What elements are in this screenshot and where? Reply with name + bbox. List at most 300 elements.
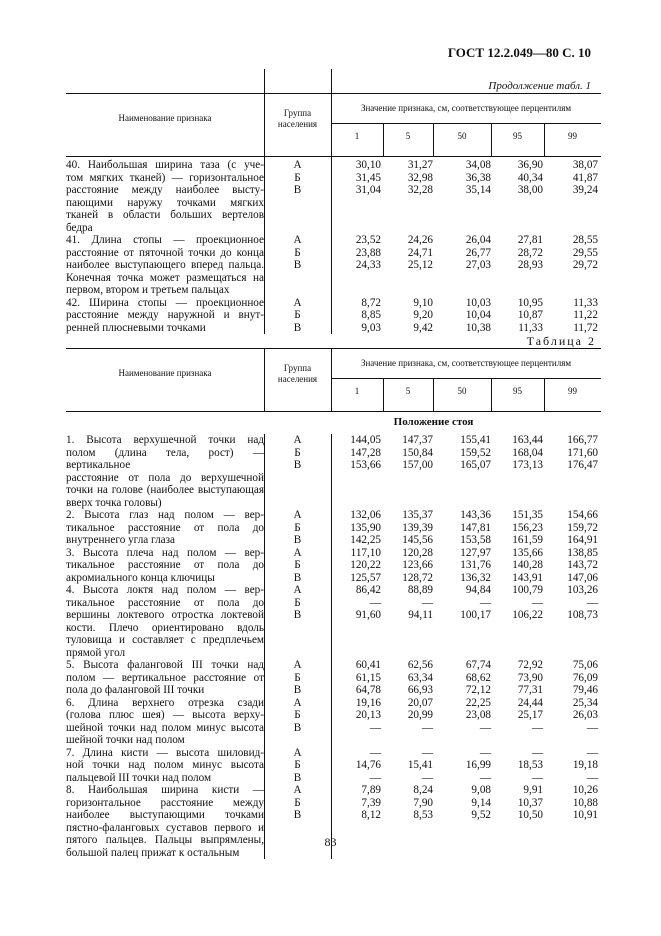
value-cell: 68,62 — [465, 671, 491, 684]
value-cell: 94,11 — [408, 609, 433, 621]
value-cell: 9,91 — [523, 784, 543, 796]
value-cell: — — [586, 771, 598, 784]
group-label: Б — [294, 446, 301, 459]
group-label: Б — [294, 171, 301, 184]
value-cell: 26,03 — [572, 709, 598, 721]
value-cells — [331, 659, 601, 697]
value-cell: 171,60 — [567, 446, 598, 459]
value-cell: 39,24 — [572, 184, 598, 196]
value-cell: 19,16 — [355, 696, 381, 709]
group-cell — [264, 297, 331, 335]
value-cells — [331, 509, 601, 547]
feature-name-line: расстояние от пола до верхушечной — [66, 471, 264, 484]
value-cell: 7,89 — [361, 784, 381, 796]
value-cell: 86,42 — [355, 584, 381, 596]
value-cells — [331, 434, 601, 472]
value-cell: 27,81 — [517, 234, 543, 246]
feature-name-line: кости. Плечо ориентировано вдоль — [66, 621, 264, 634]
feature-name — [66, 297, 264, 335]
section-heading: Положение стоя — [393, 416, 474, 428]
value-cell: 135,90 — [350, 521, 381, 534]
value-cell: 150,84 — [402, 446, 433, 459]
table-1 — [66, 93, 601, 334]
value-cells — [331, 584, 601, 622]
value-cell: 25,12 — [407, 259, 433, 271]
group-label: А — [293, 509, 302, 521]
group-cell — [264, 584, 331, 622]
value-cell: 29,72 — [572, 259, 598, 271]
feature-name-line: прямой угол — [66, 646, 126, 659]
feature-name-line: тканей в области больших вертелов бедра — [66, 209, 264, 234]
value-cell: 164,91 — [567, 534, 598, 546]
feature-name-line: 1. Высота верхушечной точки над — [66, 434, 264, 446]
value-cell: 9,08 — [471, 784, 491, 796]
feature-name-line: ной точки над полом минус высота — [66, 759, 264, 771]
value-cell: 163,44 — [512, 434, 543, 446]
value-cell: 135,37 — [402, 509, 433, 521]
percentile-header: 99 — [568, 386, 577, 396]
value-cell: 36,90 — [517, 159, 543, 171]
value-cell: 10,38 — [465, 321, 491, 334]
value-cell: 72,12 — [465, 684, 491, 696]
feature-name — [66, 234, 264, 297]
value-cell: 173,13 — [512, 459, 543, 471]
value-cell: 131,76 — [460, 559, 491, 571]
value-cell: — — [369, 721, 381, 734]
value-cell: 64,78 — [355, 684, 381, 696]
table-row — [66, 584, 601, 659]
value-cell: 79,46 — [572, 684, 598, 696]
column-header-group: Группа населения — [277, 108, 318, 129]
value-cell: 31,27 — [407, 159, 433, 171]
value-cell: 24,33 — [355, 259, 381, 271]
value-cell: 88,89 — [407, 584, 433, 596]
feature-name — [66, 747, 264, 785]
feature-name-line: расстояние от пяточной точки до конца — [66, 246, 264, 259]
feature-name-line: полом — вертикальное расстояние от — [66, 671, 264, 684]
value-cell: 151,35 — [512, 509, 543, 521]
group-cell — [264, 234, 331, 272]
value-cell: 14,76 — [355, 759, 381, 771]
value-cell: — — [479, 721, 491, 734]
value-cell: 40,34 — [517, 171, 543, 184]
feature-name-line: большой палец прижат к остальным — [66, 846, 240, 859]
value-cell: 9,20 — [413, 309, 433, 321]
feature-name-line: пальцевой III точки над полом — [66, 771, 212, 784]
feature-name-line: 5. Высота фаланговой III точки над — [66, 659, 264, 671]
value-cell: 132,06 — [350, 509, 381, 521]
value-cell: — — [369, 596, 381, 609]
feature-name-line: Конечная точка может размещаться на — [66, 271, 264, 284]
value-cell: 11,22 — [573, 309, 598, 321]
value-cell: — — [479, 746, 491, 759]
group-cell — [264, 159, 331, 197]
value-cell: 103,26 — [567, 584, 598, 596]
value-cell: 120,22 — [350, 559, 381, 571]
group-label: А — [293, 234, 302, 246]
value-cell: 73,90 — [517, 671, 543, 684]
value-cell: 8,53 — [413, 809, 433, 821]
group-label: А — [293, 296, 302, 309]
value-cell: 147,28 — [350, 446, 381, 459]
feature-name-line: первом, втором и третьем пальцах — [66, 284, 230, 296]
value-cell: 41,87 — [572, 171, 598, 184]
group-label: А — [293, 546, 302, 559]
value-cell: 166,77 — [567, 434, 598, 446]
value-cell: 10,04 — [465, 309, 491, 321]
feature-name-line: внутреннего угла глаза — [66, 534, 176, 546]
value-cell: 94,84 — [465, 584, 491, 596]
value-cell: 30,10 — [355, 159, 381, 171]
group-label: Б — [294, 559, 301, 571]
percentile-header: 99 — [568, 131, 577, 141]
value-cell: — — [479, 596, 491, 609]
percentile-header: 50 — [457, 131, 467, 141]
value-cell: — — [586, 746, 598, 759]
value-cell: 20,99 — [407, 709, 433, 721]
group-label: Б — [294, 246, 301, 259]
feature-name-line: ренней плюсневыми точками — [66, 321, 206, 334]
value-cell: 9,03 — [361, 321, 381, 334]
feature-name-line: 7. Длина кисти — высота шиловид- — [66, 746, 264, 759]
group-cell — [264, 547, 331, 585]
value-cell: 147,81 — [460, 521, 491, 534]
feature-name-line: пающими наружу точками мягких — [66, 196, 264, 209]
feature-name-line: 42. Ширина стопы — проекционное — [66, 296, 264, 309]
value-cell: 153,66 — [350, 459, 381, 471]
value-cell: 9,14 — [471, 796, 491, 809]
value-cell: 25,17 — [517, 709, 543, 721]
value-cell: 29,55 — [572, 246, 598, 259]
value-cell: 157,00 — [402, 459, 433, 471]
value-cell: 67,74 — [465, 659, 491, 671]
value-cell: 32,28 — [407, 184, 433, 196]
value-cell: 8,24 — [413, 784, 433, 796]
value-cell: 159,52 — [460, 446, 491, 459]
value-cell: 10,87 — [517, 309, 543, 321]
value-cell: 168,04 — [512, 446, 543, 459]
feature-name — [66, 509, 264, 547]
value-cell: 140,28 — [512, 559, 543, 571]
table-continuation-label: Продолжение табл. 1 — [488, 80, 591, 92]
value-cell: 62,56 — [407, 659, 433, 671]
feature-name — [66, 159, 264, 234]
group-cell — [264, 747, 331, 785]
feature-name-line: тикальное расстояние от пола до — [66, 559, 264, 571]
value-cell: 66,93 — [407, 684, 433, 696]
value-cell: — — [421, 721, 433, 734]
value-cell: 10,03 — [465, 296, 491, 309]
feature-name-line: пола до фаланговой III точки — [66, 684, 205, 696]
value-cell: — — [421, 746, 433, 759]
value-cell: 32,98 — [407, 171, 433, 184]
value-cell: 23,88 — [355, 246, 381, 259]
group-label: А — [293, 584, 302, 596]
feature-name — [66, 659, 264, 697]
feature-name — [66, 697, 264, 747]
value-cell: 34,08 — [465, 159, 491, 171]
group-label: Б — [294, 759, 301, 771]
table-row — [66, 434, 601, 509]
percentile-header: 95 — [513, 386, 522, 396]
value-cell: 176,47 — [567, 459, 598, 471]
value-cell: 11,33 — [573, 296, 598, 309]
value-cells — [331, 547, 601, 585]
value-cell: 8,12 — [361, 809, 381, 821]
value-cell: 8,85 — [361, 309, 381, 321]
feature-name-line: шейной точки над полом — [66, 734, 185, 746]
value-cell: 28,93 — [517, 259, 543, 271]
feature-name-line: 3. Высота плеча над полом — вер- — [66, 546, 264, 559]
value-cell: 27,03 — [465, 259, 491, 271]
value-cell: 7,90 — [413, 796, 433, 809]
value-cells — [331, 784, 601, 822]
value-cell: 153,58 — [460, 534, 491, 546]
value-cell: 161,59 — [512, 534, 543, 546]
group-cell — [264, 784, 331, 822]
column-header-value: Значение признака, см, соответствующее перцентилям — [360, 358, 572, 368]
group-label: В — [293, 184, 302, 196]
value-cell: 72,92 — [517, 659, 543, 671]
value-cell: — — [369, 771, 381, 784]
table-2-body — [66, 434, 601, 859]
value-cells — [331, 697, 601, 735]
feature-name — [66, 547, 264, 585]
feature-name-line: пястно-фаланговых суставов первого и — [66, 821, 264, 834]
group-label: В — [293, 259, 302, 271]
value-cells — [331, 159, 601, 197]
group-label: В — [293, 459, 302, 471]
value-cell: 10,88 — [572, 796, 598, 809]
group-label: Б — [294, 521, 301, 534]
group-label: А — [293, 746, 302, 759]
value-cell: 11,33 — [518, 321, 543, 334]
value-cell: 106,22 — [512, 609, 543, 621]
value-cell: — — [586, 721, 598, 734]
value-cell: — — [369, 746, 381, 759]
feature-name-line: вверх точка головы) — [66, 496, 162, 509]
value-cell: 10,91 — [572, 809, 598, 821]
value-cell: 38,00 — [517, 184, 543, 196]
value-cell: 36,38 — [465, 171, 491, 184]
table-row — [66, 747, 601, 785]
value-cell: 10,95 — [517, 296, 543, 309]
value-cell: — — [421, 596, 433, 609]
value-cell: 76,09 — [572, 671, 598, 684]
group-label: Б — [294, 709, 301, 721]
table-row — [66, 297, 601, 335]
table-row — [66, 659, 601, 697]
value-cell: — — [586, 596, 598, 609]
feature-name-line: туловища и составляет с предплечьем — [66, 634, 264, 646]
feature-name-line: акромиального конца ключицы — [66, 571, 215, 584]
group-label: В — [293, 534, 302, 546]
column-header-name: Наименование признака — [118, 113, 212, 123]
value-cell: 143,36 — [460, 509, 491, 521]
value-cell: 24,26 — [407, 234, 433, 246]
value-cell: 23,52 — [355, 234, 381, 246]
value-cell: 20,13 — [355, 709, 381, 721]
value-cell: 123,66 — [402, 559, 433, 571]
value-cell: 125,57 — [350, 571, 381, 584]
table-row — [66, 509, 601, 547]
percentile-header: 1 — [354, 131, 360, 141]
feature-name-line: 40. Наибольшая ширина таза (с уче- — [66, 159, 264, 171]
percentile-header: 5 — [405, 386, 411, 396]
group-label: А — [293, 696, 302, 709]
value-cell: 26,77 — [465, 246, 491, 259]
value-cell: — — [531, 771, 543, 784]
feature-name-line: 4. Высота локтя над полом — вер- — [66, 584, 264, 596]
value-cell: 60,41 — [355, 659, 381, 671]
percentile-header: 1 — [354, 386, 360, 396]
value-cell: 108,73 — [567, 609, 598, 621]
value-cells — [331, 747, 601, 785]
value-cell: 135,66 — [512, 546, 543, 559]
document-header: ГОСТ 12.2.049—80 С. 10 — [447, 45, 591, 60]
feature-name-line: вершины локтевого отростка локтевой — [66, 609, 264, 621]
value-cell: 25,34 — [572, 696, 598, 709]
value-cell: 100,17 — [460, 609, 491, 621]
value-cell: 24,44 — [517, 696, 543, 709]
value-cell: 145,56 — [402, 534, 433, 546]
value-cell: 38,07 — [572, 159, 598, 171]
table-row — [66, 697, 601, 747]
column-header-name: Наименование признака — [118, 368, 212, 378]
group-cell — [264, 659, 331, 697]
value-cell: 7,39 — [361, 796, 381, 809]
feature-name — [66, 434, 264, 509]
group-cell — [264, 434, 331, 472]
value-cell: 63,34 — [407, 671, 433, 684]
value-cell: 31,04 — [355, 184, 381, 196]
value-cell: 75,06 — [572, 659, 598, 671]
group-label: Б — [294, 596, 301, 609]
group-cell — [264, 697, 331, 735]
value-cell: 19,18 — [572, 759, 598, 771]
feature-name-line: тикальное расстояние от пола до — [66, 596, 264, 609]
value-cell: 35,14 — [465, 184, 491, 196]
group-label: В — [293, 721, 302, 734]
value-cell: 11,72 — [573, 321, 598, 334]
value-cell: 9,52 — [471, 809, 491, 821]
value-cell: 18,53 — [517, 759, 543, 771]
column-header-value: Значение признака, см, соответствующее перцентилям — [360, 103, 572, 113]
feature-name-line: расстояние между наружной и внут- — [66, 309, 264, 321]
value-cell: 9,10 — [413, 296, 433, 309]
percentile-header: 5 — [405, 131, 411, 141]
value-cell: 24,71 — [407, 246, 433, 259]
table-1-body — [66, 69, 601, 334]
value-cell: 159,72 — [567, 521, 598, 534]
table-2-header — [66, 348, 601, 412]
value-cell: — — [531, 746, 543, 759]
value-cell: 91,60 — [355, 609, 381, 621]
feature-name-line: 2. Высота глаз над полом — вер- — [66, 509, 264, 521]
table-2-title: Таблица 2 — [526, 334, 596, 348]
table-row — [66, 234, 601, 297]
value-cell: 142,25 — [350, 534, 381, 546]
value-cell: — — [531, 596, 543, 609]
value-cell: 147,37 — [402, 434, 433, 446]
group-label: В — [293, 609, 302, 621]
group-label: В — [293, 321, 302, 334]
value-cell: 154,66 — [567, 509, 598, 521]
group-label: В — [293, 571, 302, 584]
value-cell: 143,72 — [567, 559, 598, 571]
value-cell: 16,99 — [465, 759, 491, 771]
value-cell: — — [421, 771, 433, 784]
feature-name-line: горизонтальное расстояние между — [66, 796, 264, 809]
percentile-header: 95 — [513, 131, 522, 141]
feature-name-line: 8. Наибольшая ширина кисти — — [66, 784, 264, 796]
feature-name-line: тикальное расстояние от пола до — [66, 521, 264, 534]
feature-name-line: полом (длина тела, рост) — вертикальное — [66, 446, 264, 471]
value-cell: 10,26 — [572, 784, 598, 796]
feature-name-line: наиболее выступающими точками — [66, 809, 264, 821]
feature-name-line: шейной точки над полом минус высота — [66, 721, 264, 734]
value-cell: 61,15 — [355, 671, 381, 684]
column-header-group: Группа населения — [277, 363, 318, 384]
value-cell: 128,72 — [402, 571, 433, 584]
feature-name-line: том мягких тканей) — горизонтальное — [66, 171, 264, 184]
group-label: А — [293, 784, 302, 796]
value-cell: 139,39 — [402, 521, 433, 534]
value-cell: 28,55 — [572, 234, 598, 246]
group-cell — [264, 509, 331, 547]
value-cell: 26,04 — [465, 234, 491, 246]
value-cell: 155,41 — [460, 434, 491, 446]
group-label: В — [293, 771, 302, 784]
feature-name-line: 41. Длина стопы — проекционное — [66, 234, 264, 246]
value-cell: 143,91 — [512, 571, 543, 584]
group-label: А — [293, 659, 302, 671]
group-label: А — [293, 159, 302, 171]
value-cell: 127,97 — [460, 546, 491, 559]
group-label: Б — [294, 671, 301, 684]
value-cell: 22,25 — [465, 696, 491, 709]
value-cell: 120,28 — [402, 546, 433, 559]
feature-name-line: пятого пальцев. Пальцы выпрямлены, — [66, 834, 264, 846]
group-label: Б — [294, 796, 301, 809]
value-cell: 136,32 — [460, 571, 491, 584]
value-cell: 10,37 — [517, 796, 543, 809]
value-cell: 117,10 — [350, 546, 381, 559]
value-cell: 147,06 — [567, 571, 598, 584]
value-cell: 8,72 — [361, 296, 381, 309]
feature-name-line: точки на голове (наиболее выступающая — [66, 484, 264, 496]
value-cell: 77,31 — [517, 684, 543, 696]
value-cell: 138,85 — [567, 546, 598, 559]
value-cell: 165,07 — [460, 459, 491, 471]
value-cell: 100,79 — [512, 584, 543, 596]
value-cells — [331, 297, 601, 335]
table-2 — [66, 348, 601, 859]
group-label: А — [293, 434, 302, 446]
feature-name — [66, 584, 264, 659]
table-row — [66, 547, 601, 585]
feature-name-line: расстояние между наиболее высту- — [66, 184, 264, 196]
group-label: В — [293, 809, 302, 821]
value-cell: — — [531, 721, 543, 734]
feature-name-line: (голова плюс шея) — высота верху- — [66, 709, 264, 721]
value-cell: 15,41 — [407, 759, 433, 771]
feature-name-line: наиболее выступающего вперед пальца. — [66, 259, 264, 271]
page-number: 83 — [324, 835, 337, 849]
percentile-header: 50 — [457, 386, 467, 396]
value-cell: 144,05 — [350, 434, 381, 446]
value-cell: 10,50 — [517, 809, 543, 821]
